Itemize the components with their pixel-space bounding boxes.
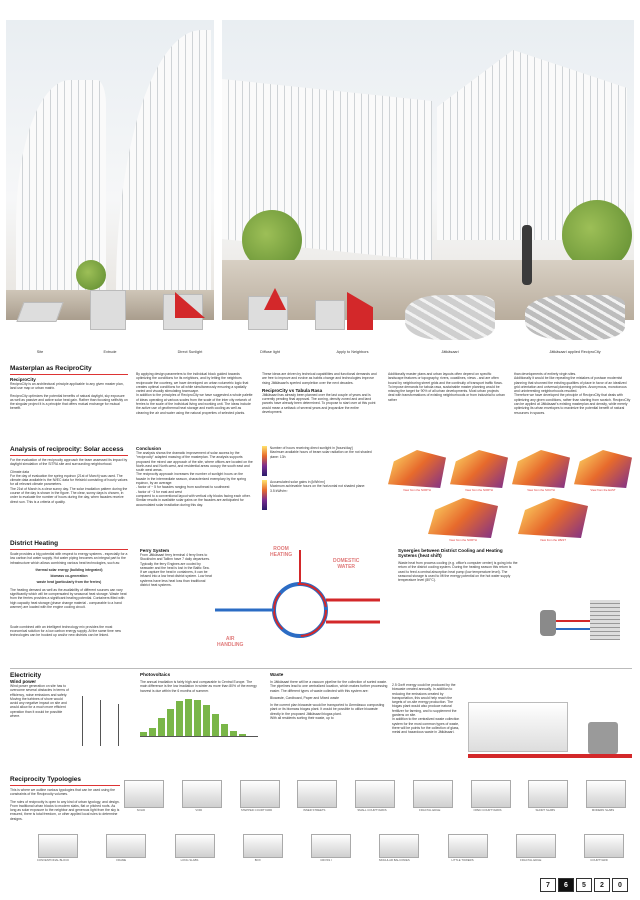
column-4-text: Additionally master plans and urban layouts often depend on specific landscape features or topography, rivers, coastlines, views - and are often bound by neighboring street grids and the continuity of transport traffic flows. To impose demands for tabula rasa, sustainable master planning would be missing the target for 90% of all urban developments. Most urban projects deal with transformations of existing neighborhoods or from industrial to urban rather: [388, 372, 505, 402]
solar-title: Analysis of reciprocity: Solar access: [10, 446, 124, 453]
process-steps: [10, 282, 390, 362]
column-2-text: By applying design parameters to the individual block guided towards optimizing the conditions for its neighbors, and by letting the neighbors reciprocate the courtesy, we have developed an urban volumetric logic that creates optimal conditions for all while simultaneously ensuring a spatially varied and visually stimulating townscape. In addition to the principles of ReciproCity we have suggested a whole palette of ideas operating at various scales from the scale of the inter city network of ferries to the scale of the individual living and working unit. The ideas include the active use of geothermal heat storage and earth cooling as well as cleaning the air and water using the natural properties of selected plants.: [136, 372, 253, 415]
page-digit: 0: [612, 878, 628, 892]
room-heating-label: ROOM HEATING: [270, 546, 293, 558]
electricity-title: Electricity: [10, 672, 42, 679]
page-digit: 5: [576, 878, 592, 892]
masterplan-subtitle: ReciproCity: [10, 377, 36, 382]
pv-section: Photovoltaics The annual irradiation is fairly high and comparable to Central Europe. The main difference is the low irradiation in winter as more than 80% of the energy harvest is due within the 6 months of summer.: [140, 672, 258, 737]
plan-reciprocity: Jätkäsaari applied ReciproCity: [515, 290, 635, 345]
masterplan-title: Masterplan as ReciproCity: [10, 365, 92, 372]
heatmap-views: View from the NORTH View from the NORTH View from the SOUTH View from the EAST View from the NORTH View from the WEST: [388, 450, 634, 545]
legend-colorbar: [262, 480, 267, 510]
waste-title: Waste: [270, 672, 284, 677]
pedestrian: [522, 225, 532, 285]
reciprocity-vs-tabula-rasa: ReciproCity vs Tabula Rasa: [262, 387, 323, 393]
electricity-section: Electricity Wind power Wind power generation on site has to overcome several obstacles in terms of efficiency, noise emissions and safety. Moving the turbines of shore would avoid any negative impact on site and would allow for a much more efficient operation than it would be possible where.: [10, 672, 128, 718]
waste-pipe: [468, 754, 632, 758]
pv-bar-chart: [140, 697, 258, 737]
ferry-section: Ferry System From Jätkäsaari ferry terminal 4 ferry lines to Stockholm and Tallinn have 7 daily departures. Typically the ferry Engines are cooled by seawater and the heat is lost in the Baltic Sea. If we capture the heat in containers, it can be infused into a low heat district system. Low heat systems have less heat loss than traditional district heat systems.: [140, 548, 215, 615]
heating-loop-svg: [215, 550, 385, 670]
domestic-water-label: DOMESTIC WATER: [333, 558, 360, 570]
heating-diagram: [215, 546, 385, 670]
step-extrude: Extrude: [80, 282, 140, 342]
typology-row-1: SOLID VOID STEPPED COURTYARD INNER STREETS SMALL COURTYARDS FRACTAL EDGE OPEN COURTYARDS SHORT SLABS MODERN SLABS: [118, 780, 632, 830]
typologies-section: Reciprocity Typologies This is where we outline various typologies that can be used using the constraints of the Reciprocity volumes. The rules of reciprocity is open to any kind of urban typology, and design. From traditional urban blocks to modern slabs, flat or pitched roofs. As long as solar exposure to the neighbor and generous light from the sky is ensured, there is total freedom, or other applied local rules to determine designs.: [10, 776, 120, 821]
typology-row-2: CONVENTIONAL BLOCK FRAME LONG SLABS BOX CROSS I SINGULAR BALCONIES LITTLE TOWERS FRACTAL EDGE COURTYARD: [30, 834, 632, 878]
pv-title: Photovoltaics: [140, 672, 171, 677]
district-heating-section: District Heating Scale provides a big potential with respect to energy systems - especially for a low carbon hot water supply. Hot water piping becomes an integral part to the infrastructure which allows combining various heat technologies, such as: thermal solar energy (building integrated) biomass co-generation waste heat (particularly from the ferries) The heating demand as well as the availability of different sources can vary significantly which will be compensated by seasonal heat storage. Waste heat from the ferries provides a significant heating potential. Containers filled with high capacity heat storage (phase change material - comparable to a hand warmer) are loaded with the engine cooling circuit. Scale combined with an intelligent technology mix provides the most economical solution for a low carbon energy supply. At the same time new technologies can be hooked up and/or new districts can be linked.: [10, 540, 128, 638]
step-direct-sunlight: Direct Sunlight: [155, 282, 225, 342]
ferry-title: Ferry System: [140, 548, 170, 553]
wind-turbines: [74, 690, 128, 750]
synergy-section: Synergies between District Cooling and Heating Systems (heat shift) Waste heat from process cooling (e.g. office's computer center) is going into the return of the district cooling system. During the heating season this return is used to feed a central absorption heat pump (low temperature level). The seasonal storage is used to lift the energy potential on the hot water supply temperature level (80°C).: [398, 548, 518, 583]
step-site: Site: [10, 282, 70, 342]
district-heating-title: District Heating: [10, 540, 59, 547]
step-apply-neighbors: Apply to Neighbors: [315, 282, 390, 342]
step-diffuse-light: Diffuse light: [240, 282, 300, 342]
air-handling-label: AIR HANDLING: [217, 636, 244, 648]
office-building: [590, 600, 620, 640]
waste-continued: 2.5 GwH energy could be produced by the biowaste created annually. In addition to reducing the emissions created by transportation, this would help reach the targets of on-site energy production. The biogas plant would also produce natural fertilizer for farming, and to supplement the gardens on site. In addition to the centralized waste collection system for the most common types of waste, there will be points for the collection of glass, metal and hazardous waste in Jätkäsaari.: [392, 683, 460, 735]
left-rendering: [6, 20, 214, 320]
column-5-text: than developments of entirely virgin sites. Additionally it would be like repeating the mistakes of postwar modernist planning that shunned the existing qualities of place in favor of an idealized grid orientation and universal planning principles. Anonymous, monotonous and uninteresting neighborhoods resulted. Therefore we have developed the principle of ReciproCity that deals with optimizing any given conditions, rather than starting from scratch. ReciproCity can be applied at Jätkäsaari's existing masterplan and density, while merely optimizing its urban envelopes to maximize the potential benefit of natural resources in spaces.: [514, 372, 631, 415]
solar-conclusion: Conclusion The analysis shows the dramatic improvement of solar access by the "reciprocity" adapted massing of the masterplan. The analysis supports proposed the mixed use approach of the site, where offices are located on the North-east and North-west, and residential areas occupy the south east and south west areas. The reciprocity approach increases the number of sunlight hours on the facade in the intermediate season, characterized exemplary by the spring equinox, by an average: - factor of ~ 5 for facades ranging from southeast to southwest - factor of ~3 for east and west compared to a conventional layout with vertical city blocks facing each other. Similar results in available solar gains on the facades are anticipated for accumulated solar irradiation during this day.: [136, 446, 253, 507]
column-3: These ideas are driven by technical capabilities and functional demands and are free to improve and evolve as habits change and technologies improve rising Jätkäsaari's sperled completion over the next decades. ReciproCity vs Tabula Rasa Jätkäsaari has already been planned over the last couple of years and is currently pending final approval. The zoning, density zoned and and land parcels have already been determined. To propose to start over at this point would mean a setback of several years and jeopardize the entire development.: [262, 372, 380, 414]
curved-building-right: [116, 30, 211, 320]
page-number-boxes: [540, 878, 632, 892]
plan-existing: Jätkäsaari: [395, 290, 505, 345]
page-digit: 7: [540, 878, 556, 892]
waste-illustration: [468, 682, 632, 762]
page-digit: 2: [594, 878, 610, 892]
waste-section: Waste In Jätkäsaari there will be a vacuum pipeline for the collection of sorted waste. The pipelines lead to one centralized location, which makes further processing easier. The different types of waste collected with this system are: Biowaste, Cardboard, Paper and Mixed waste In the current plan biowaste would be transported to Ämmässuo composting plant or its biomass biogas plant. It would be possible to utilize biowaste directly in the proposed Jätkäsaari biogas plant. With all residents sorting their waste, up to: [270, 672, 388, 721]
storage-tank: [540, 610, 556, 636]
collection-point: [588, 722, 618, 754]
page-digit: 6: [558, 878, 574, 892]
synergy-title: Synergies between District Cooling and Heating Systems (heat shift): [398, 548, 503, 558]
legend-colorbar: [262, 446, 267, 476]
cooling-diagram: [520, 560, 632, 665]
typologies-title: Reciprocity Typologies: [10, 776, 82, 783]
right-rendering: [222, 20, 634, 320]
solar-section: Analysis of reciprocity: Solar access For the evaluation of the reciprocity approach the team assessed its impact by daylight simulation of the SITRA site and surrounding neighborhood. Climate data For the day of evaluation the spring equinox (21st of March) was used. The climate data available is the IWEC data for Helsinki consisting of hourly values for all relevant climate parameters. The 21st of March is a clear sunny day. The solar irradiation pattern during the course of the day is shown in the figure. The clear, sunny days is chosen, in order to evaluate the number of hours during the day, when facades receive direct sun. This is a criteria of quality.: [10, 446, 128, 504]
solar-legends: Number of hours receiving direct sunlight in [hours/day] Maximum available hours of beam solar radiation on the not shaded plane: 13h Accumulated solar gains in [kWh/m²] Maximum achievable hours on the horizontal not shaded plane: 3.5 kWh/m²: [262, 446, 380, 510]
masterplan-section: Masterplan as ReciproCity ReciproCity ReciproCity is an architectural principle applicable to any given master plan, land use map or urban matrix. ReciproCity optimizes the potential benefits of natural daylight, sky exposure as well as passive and active solar heat gain. Rather than focusing selfishly on the singular project it is a principle that offers mutual exchange for mutual benefit.: [10, 365, 128, 411]
